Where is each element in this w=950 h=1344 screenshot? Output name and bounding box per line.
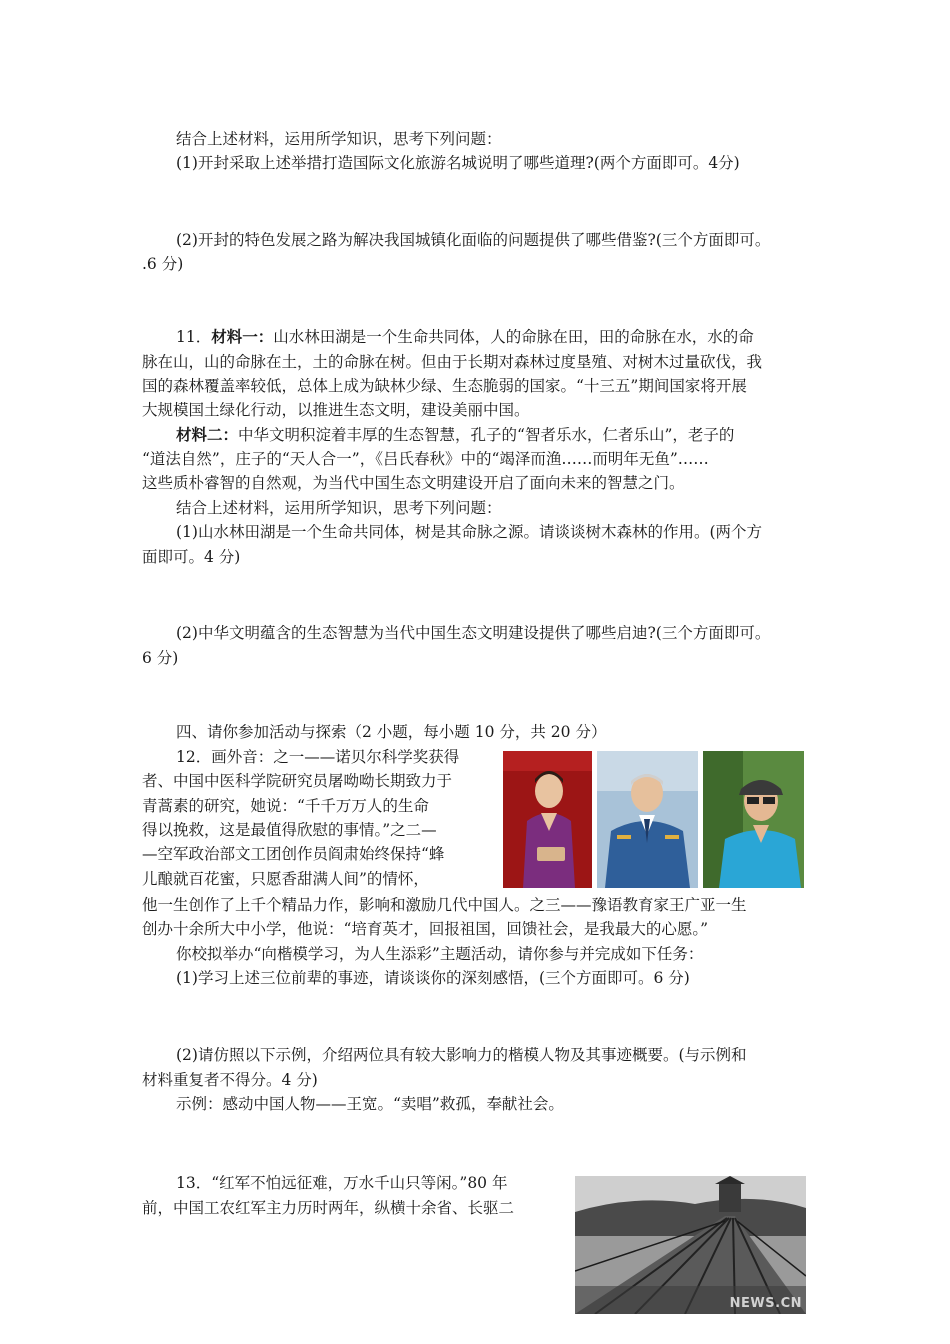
q10-sub2-line1: (2)开封的特色发展之路为解决我国城镇化面临的问题提供了哪些借鉴?(三个方面即可。 — [176, 231, 771, 249]
q12-line5: —空军政治部文工团创作员阎肃始终保持“蜂 — [142, 845, 445, 863]
q11-sub2-line2: 6 分) — [142, 649, 179, 667]
q12-sub1: (1)学习上述三位前辈的事迹，请谈谈你的深刻感悟，(三个方面即可。6 分) — [176, 969, 690, 987]
q12-line7: 他一生创作了上千个精品力作，影响和激励几代中国人。之三——豫语教育家王广亚一生 — [142, 896, 747, 914]
q12-sub2-line2: 材料重复者不得分。4 分) — [142, 1071, 318, 1089]
photo-yan-su-illustration — [597, 751, 698, 888]
q11-material2-text1: 中华文明积淀着丰厚的生态智慧，孔子的“智者乐水，仁者乐山”，老子的 — [238, 426, 735, 444]
q11-material1-text1: 山水林田湖是一个生命共同体，人的命脉在田，田的命脉在水，水的命 — [273, 328, 754, 346]
q11-material2-label: 材料二： — [176, 425, 239, 444]
q12-line6: 儿酿就百花蜜，只愿香甜满人间”的情怀， — [142, 870, 429, 888]
q11-material2-line2: “道法自然”，庄子的“天人合一”，《吕氏春秋》中的“竭泽而渔……而明年无鱼”…… — [142, 450, 709, 468]
photo-watermark: NEWS.CN — [729, 1296, 802, 1311]
photo-tu-youyou-illustration — [503, 751, 592, 888]
q12-task: 你校拟举办“向楷模学习，为人生添彩”主题活动，请你参与并完成如下任务： — [176, 945, 704, 963]
q11-intro: 结合上述材料，运用所学知识，思考下列问题： — [176, 499, 502, 517]
q12-line4: 得以挽救，这是最值得欣慰的事情。”之二— — [142, 821, 437, 839]
q12-line2: 者、中国中医科学院研究员屠呦呦长期致力于 — [142, 772, 453, 790]
photo-chain-bridge-illustration — [575, 1176, 806, 1314]
q13-line1: 13．“红军不怕远征难，万水千山只等闲。”80 年 — [176, 1174, 508, 1192]
q11-material1-line1 — [176, 326, 754, 348]
q11-sub1-line1: (1)山水林田湖是一个生命共同体，树是其命脉之源。请谈谈树木森林的作用。(两个方 — [176, 523, 763, 541]
photo-tu-youyou — [503, 751, 592, 888]
q11-sub2-line1: (2)中华文明蕴含的生态智慧为当代中国生态文明建设提供了哪些启迪?(三个方面即可。 — [176, 624, 771, 642]
q12-example: 示例：感动中国人物——王宽。“卖唱”救孤，奉献社会。 — [176, 1095, 564, 1113]
photo-yan-su — [597, 751, 698, 888]
q12-line8: 创办十余所大中小学，他说：“培育英才，回报祖国，回馈社会，是我最大的心愿。” — [142, 920, 709, 938]
q11-material2-line3: 这些质朴睿智的自然观，为当代中国生态文明建设开启了面向未来的智慧之门。 — [142, 474, 685, 492]
q11-material1-line3: 国的森林覆盖率较低，总体上成为缺林少绿、生态脆弱的国家。“十三五”期间国家将开展 — [142, 377, 747, 395]
photo-wang-guangya — [703, 751, 804, 888]
q13-line2: 前，中国工农红军主力历时两年，纵横十余省、长驱二 — [142, 1199, 515, 1217]
photo-chain-bridge — [575, 1176, 806, 1314]
q12-line1: 12．画外音：之一——诺贝尔科学奖获得 — [176, 748, 460, 766]
q11-sub1-line2: 面即可。4 分) — [142, 548, 241, 566]
q10-intro: 结合上述材料，运用所学知识，思考下列问题： — [176, 130, 502, 148]
q12-sub2-line1: (2)请仿照以下示例，介绍两位具有较大影响力的楷模人物及其事迹概要。(与示例和 — [176, 1046, 747, 1064]
q11-material1-line4: 大规模国土绿化行动，以推进生态文明，建设美丽中国。 — [142, 401, 530, 419]
q11-material2-line1 — [176, 424, 734, 446]
q12-line3: 青蒿素的研究，她说：“千千万万人的生命 — [142, 797, 429, 815]
photo-wang-guangya-illustration — [703, 751, 804, 888]
q11-material1-line2: 脉在山，山的命脉在土，土的命脉在树。但由于长期对森林过度垦殖、对树木过量砍伐，我 — [142, 353, 763, 371]
q10-sub1: (1)开封采取上述举措打造国际文化旅游名城说明了哪些道理?(两个方面即可。4分) — [176, 154, 740, 172]
section4-title: 四、请你参加活动与探索（2 小题，每小题 10 分，共 20 分） — [176, 723, 607, 741]
q11-number: 11． — [176, 328, 212, 346]
q11-material1-label: 材料一： — [211, 327, 274, 346]
q10-sub2-line2: .6 分) — [142, 255, 184, 273]
